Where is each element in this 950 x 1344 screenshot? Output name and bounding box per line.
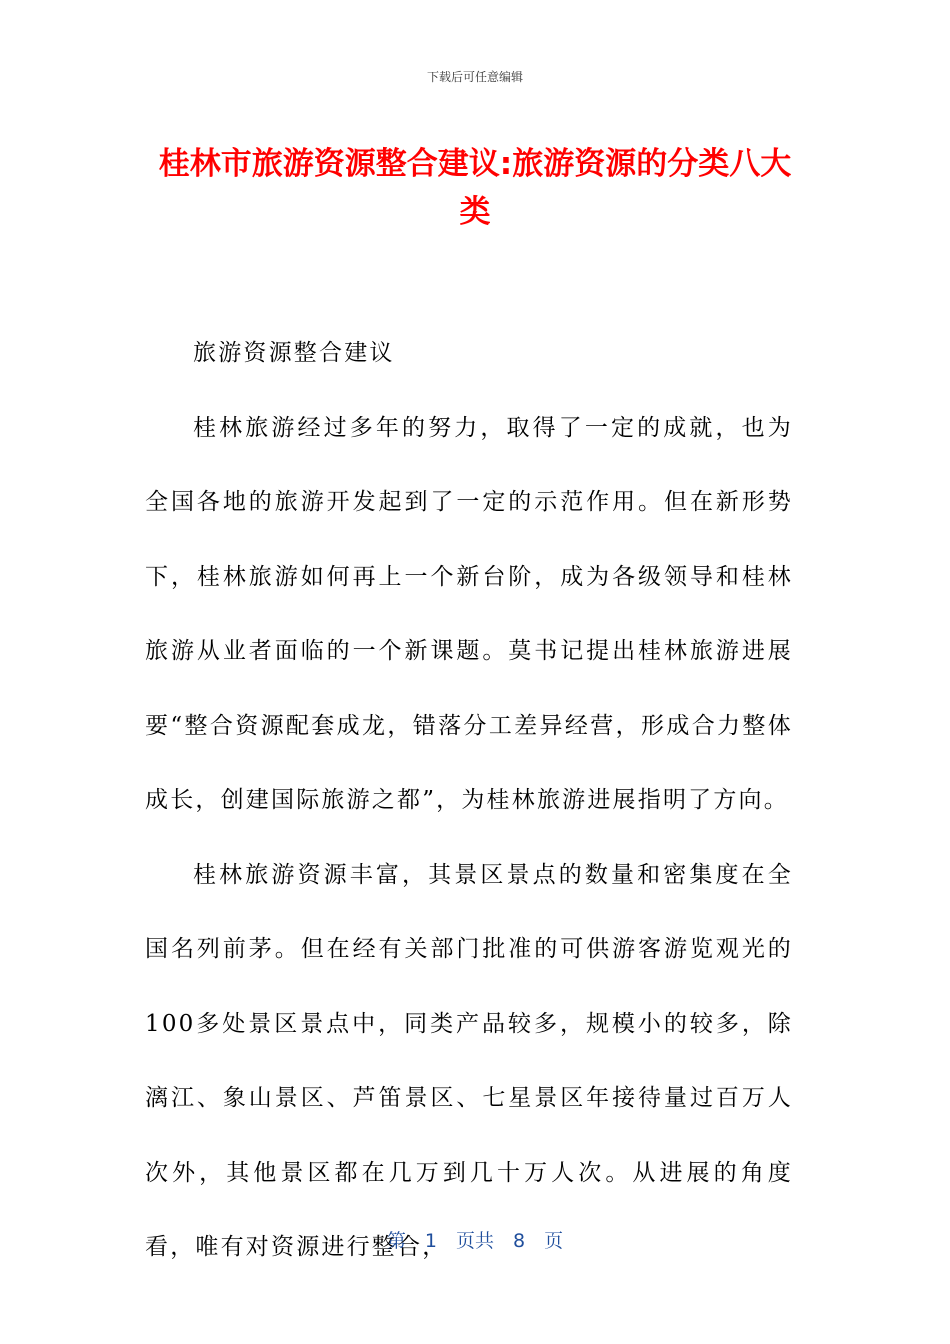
paragraph: 桂林旅游经过多年的努力，取得了一定的成就，也为全国各地的旅游开发起到了一定的示范作用。但在新形势下，桂林旅游如何再上一个新台阶，成为各级领导和桂林旅游从业者面临的一个新课题。莫书记提出桂林旅游进展要“整合资源配套成龙，错落分工差异经营，形成合力整体成长，创建国际旅游之都”，为桂林旅游进展指明了方向。 (145, 414, 793, 813)
paragraph: 桂林旅游资源丰富，其景区景点的数量和密集度在全国名列前茅。但在经有关部门批准的可供游客游览观光的100多处景区景点中，同类产品较多，规模小的较多，除漓江、象山景区、芦笛景区、七星景区年接待量过百万人次外，其他景区都在几万到几十万人次。从进展的角度看，唯有对资源进行整合， (145, 861, 793, 1260)
page-number-footer: 第 1 页共 8 页 (386, 1230, 564, 1252)
section-heading: 旅游资源整合建议 (193, 340, 395, 366)
header-note: 下载后可任意编辑 (426, 70, 523, 84)
document-body (145, 316, 793, 1285)
document-title: 桂林市旅游资源整合建议:旅游资源的分类八大类 (158, 146, 792, 230)
